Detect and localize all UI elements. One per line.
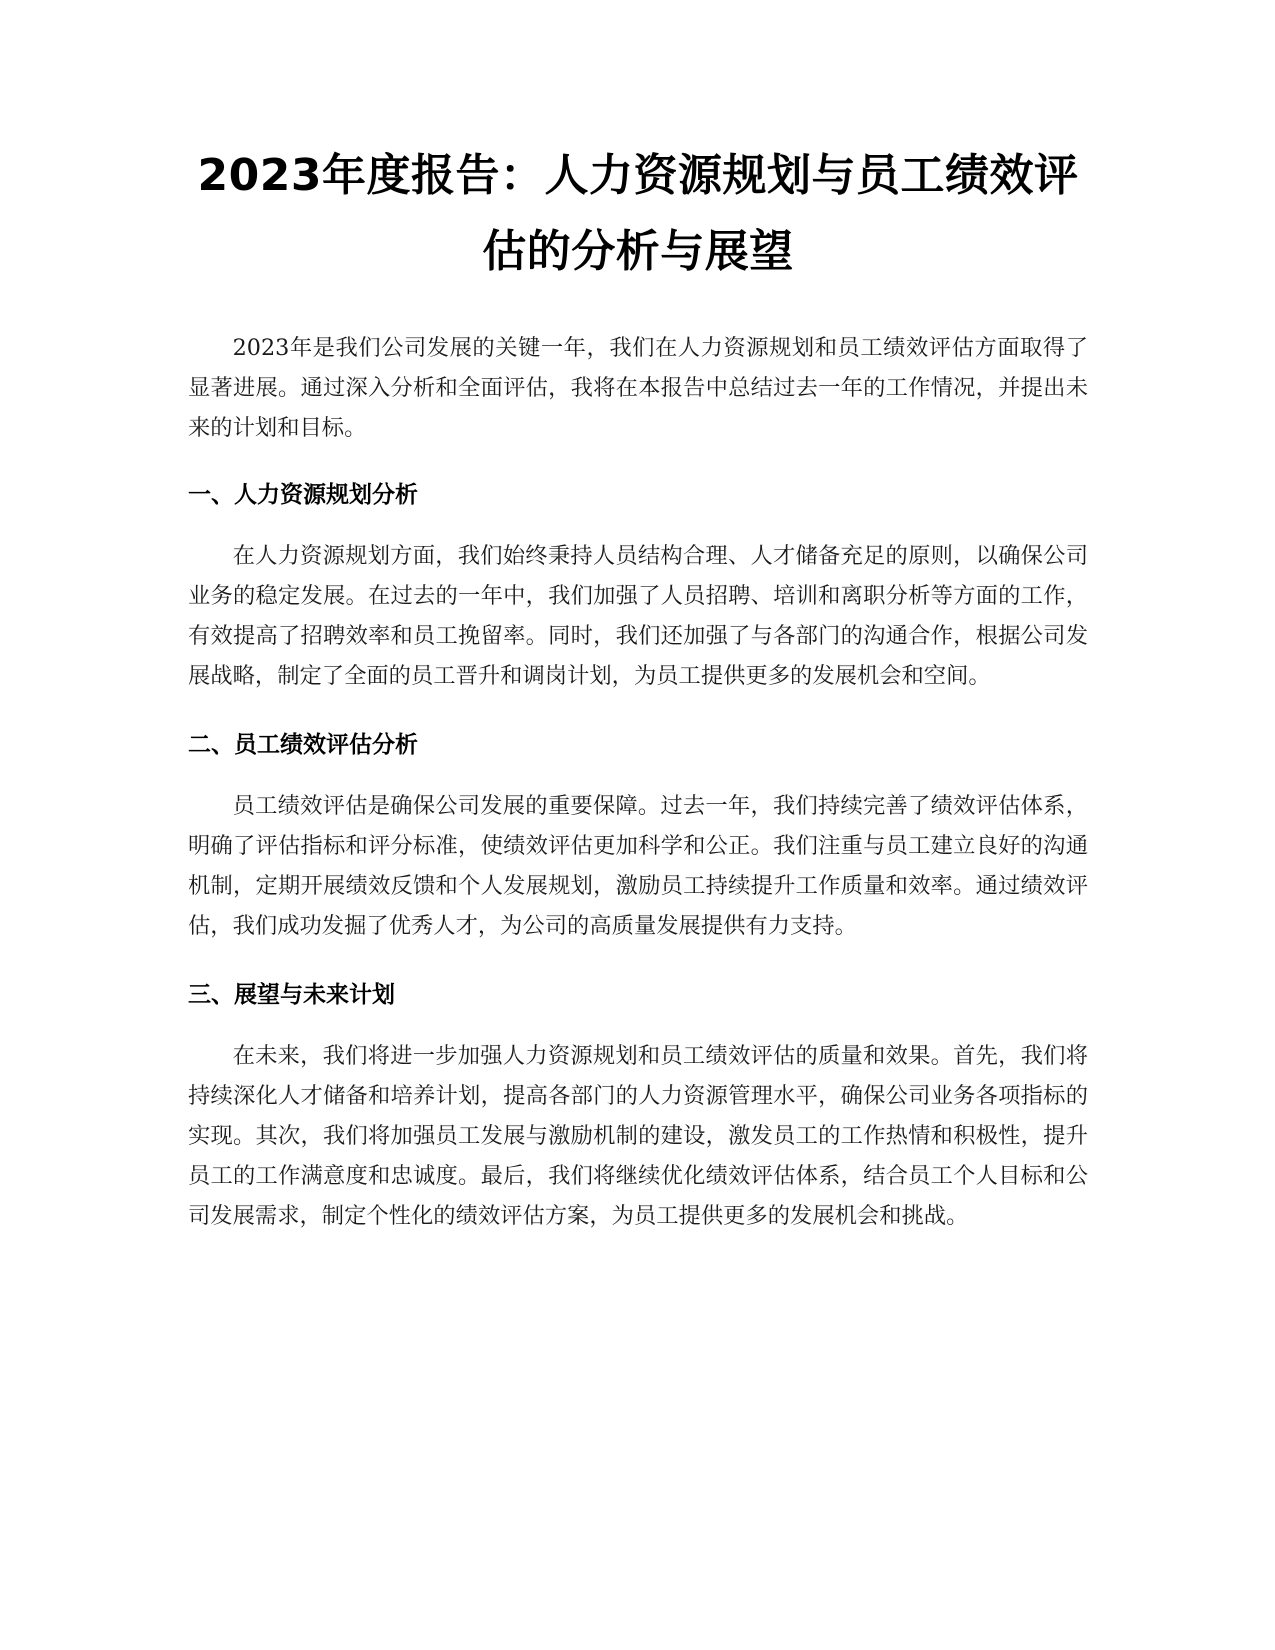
section-heading-outlook: 三、展望与未来计划 bbox=[188, 982, 395, 1008]
section-body-outlook: 在未来，我们将进一步加强人力资源规划和员工绩效评估的质量和效果。首先，我们将持续深化人才储备和培养计划，提高各部门的人力资源管理水平，确保公司业务各项指标的实现。其次，我们将加强员工发展与激励机制的建设，激发员工的工作热情和积极性，提升员工的工作满意度和忠诚度。最后，我们将继续优化绩效评估体系，结合员工个人目标和公司发展需求，制定个性化的绩效评估方案，为员工提供更多的发展机会和挑战。 bbox=[188, 1043, 1088, 1229]
section-body-hr-planning: 在人力资源规划方面，我们始终秉持人员结构合理、人才储备充足的原则，以确保公司业务的稳定发展。在过去的一年中，我们加强了人员招聘、培训和离职分析等方面的工作，有效提高了招聘效率和员工挽留率。同时，我们还加强了与各部门的沟通合作，根据公司发展战略，制定了全面的员工晋升和调岗计划，为员工提供更多的发展机会和空间。 bbox=[188, 543, 1088, 689]
document-content bbox=[188, 138, 1088, 1236]
section-heading-hr-planning: 一、人力资源规划分析 bbox=[188, 482, 418, 508]
intro-paragraph: 2023年是我们公司发展的关键一年，我们在人力资源规划和员工绩效评估方面取得了显著进展。通过深入分析和全面评估，我将在本报告中总结过去一年的工作情况，并提出未来的计划和目标。 bbox=[188, 335, 1088, 441]
section-heading-performance-evaluation: 二、员工绩效评估分析 bbox=[188, 732, 418, 758]
document-title: 2023年度报告：人力资源规划与员工绩效评估的分析与展望 bbox=[197, 150, 1079, 277]
section-body-performance-evaluation: 员工绩效评估是确保公司发展的重要保障。过去一年，我们持续完善了绩效评估体系，明确了评估指标和评分标准，使绩效评估更加科学和公正。我们注重与员工建立良好的沟通机制，定期开展绩效反馈和个人发展规划，激励员工持续提升工作质量和效率。通过绩效评估，我们成功发掘了优秀人才，为公司的高质量发展提供有力支持。 bbox=[188, 793, 1088, 939]
